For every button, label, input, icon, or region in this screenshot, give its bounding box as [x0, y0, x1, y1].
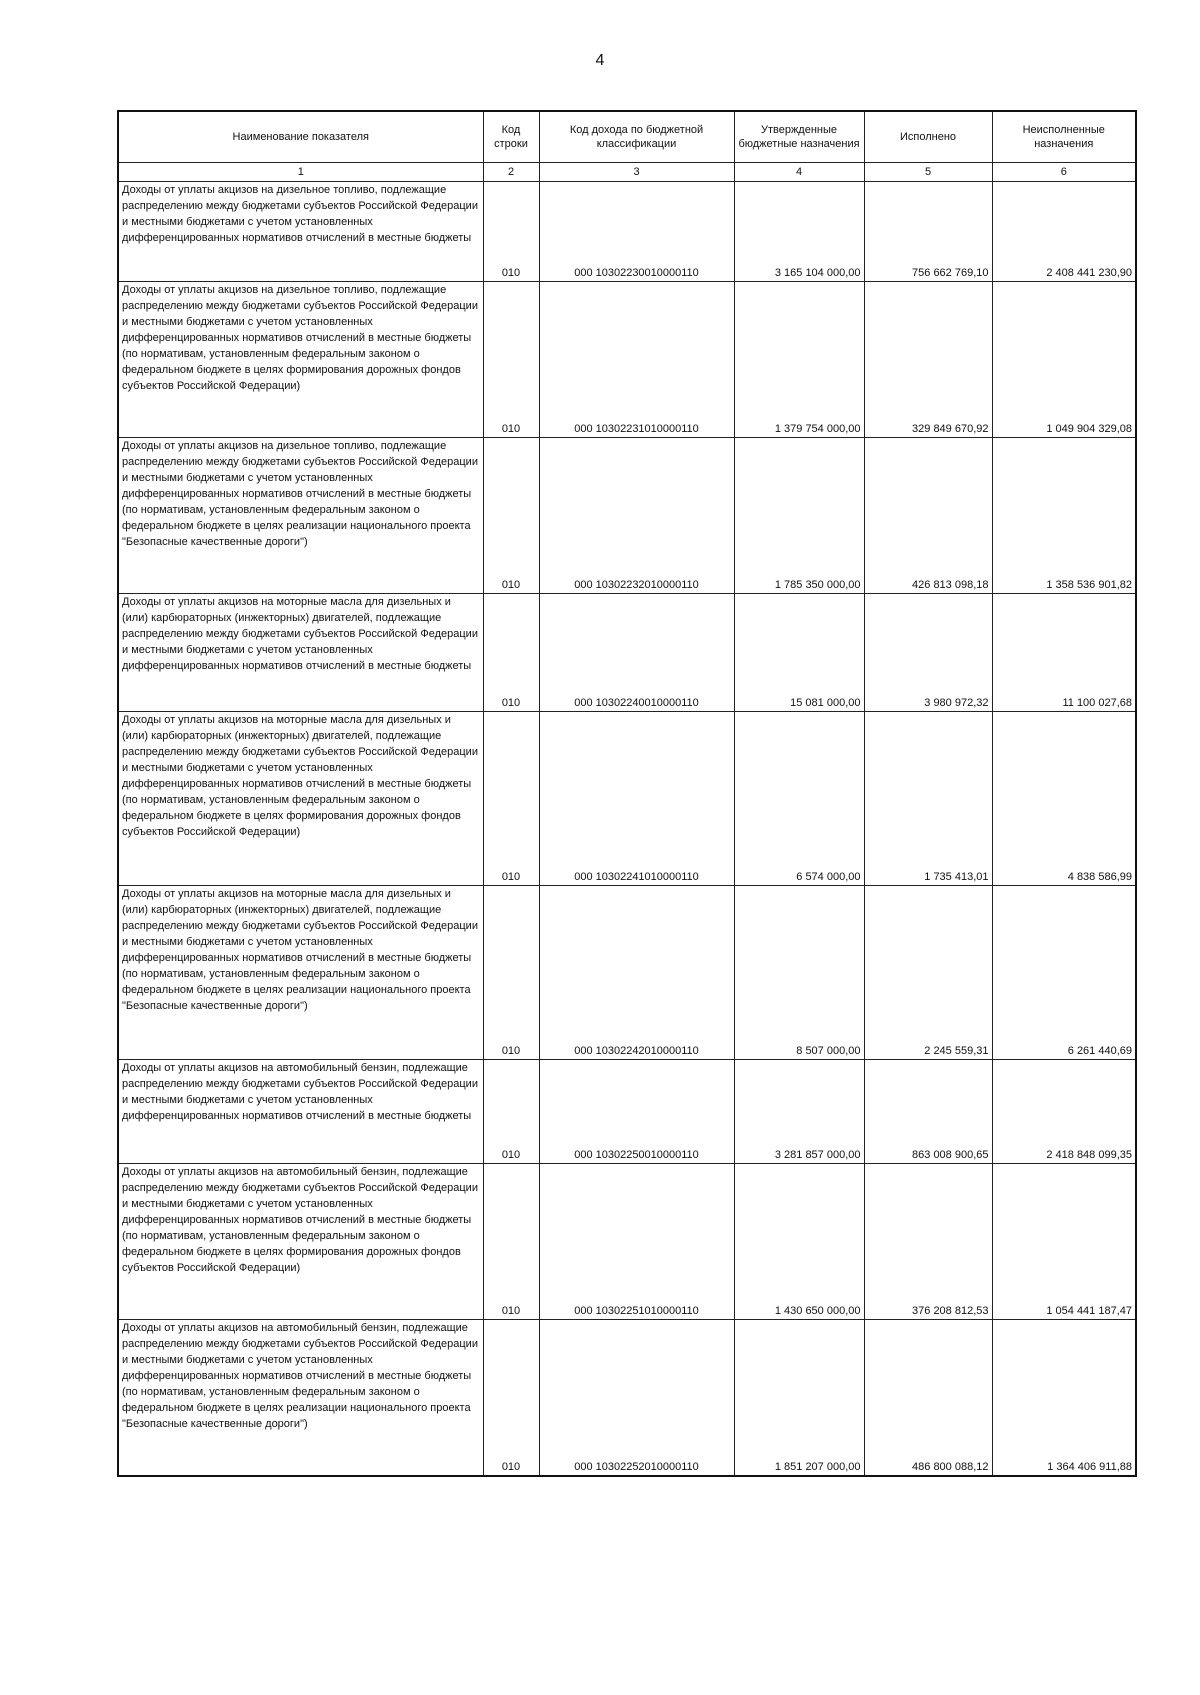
executed-amount: 3 980 972,32 [864, 594, 992, 712]
header-executed: Исполнено [864, 111, 992, 163]
page-number: 4 [595, 52, 605, 69]
line-code: 010 [483, 1164, 539, 1320]
approved-amount: 6 574 000,00 [734, 712, 864, 886]
approved-amount: 3 281 857 000,00 [734, 1060, 864, 1164]
column-number: 2 [483, 163, 539, 182]
unexecuted-amount: 2 418 848 099,35 [992, 1060, 1136, 1164]
unexecuted-amount: 4 838 586,99 [992, 712, 1136, 886]
line-code: 010 [483, 886, 539, 1060]
indicator-name: Доходы от уплаты акцизов на автомобильный бензин, подлежащие распределению между бюджетами субъектов Российской Федерации и местными бюджетами с учетом установленных дифференцированных нормативов отчислений в местные бюджеты (по нормативам, установленным федеральным законом о федеральном бюджете в целях формирования дорожных фондов субъектов Российской Федерации) [118, 1164, 483, 1320]
column-number-row [118, 163, 1136, 182]
unexecuted-amount: 11 100 027,68 [992, 594, 1136, 712]
column-number: 5 [864, 163, 992, 182]
line-code: 010 [483, 1060, 539, 1164]
executed-amount: 426 813 098,18 [864, 438, 992, 594]
header-income-code: Код дохода по бюджетной классификации [539, 111, 734, 163]
executed-amount: 329 849 670,92 [864, 282, 992, 438]
line-code: 010 [483, 282, 539, 438]
indicator-name: Доходы от уплаты акцизов на автомобильный бензин, подлежащие распределению между бюджетами субъектов Российской Федерации и местными бюджетами с учетом установленных дифференцированных нормативов отчислений в местные бюджеты (по нормативам, установленным федеральным законом о федеральном бюджете в целях реализации национального проекта "Безопасные качественные дороги") [118, 1320, 483, 1476]
income-code: 000 10302242010000110 [539, 886, 734, 1060]
table-row [118, 1320, 1136, 1476]
line-code: 010 [483, 182, 539, 282]
column-number: 1 [118, 163, 483, 182]
header-approved: Утвержденные бюджетные назначения [734, 111, 864, 163]
approved-amount: 3 165 104 000,00 [734, 182, 864, 282]
approved-amount: 1 785 350 000,00 [734, 438, 864, 594]
executed-amount: 2 245 559,31 [864, 886, 992, 1060]
line-code: 010 [483, 1320, 539, 1476]
column-number: 3 [539, 163, 734, 182]
table-row [118, 1164, 1136, 1320]
indicator-name: Доходы от уплаты акцизов на дизельное топливо, подлежащие распределению между бюджетами субъектов Российской Федерации и местными бюджетами с учетом установленных дифференцированных нормативов отчислений в местные бюджеты (по нормативам, установленным федеральным законом о федеральном бюджете в целях формирования дорожных фондов субъектов Российской Федерации) [118, 282, 483, 438]
header-indicator-name: Наименование показателя [118, 111, 483, 163]
executed-amount: 376 208 812,53 [864, 1164, 992, 1320]
revenue-report-table [117, 110, 1137, 1477]
executed-amount: 863 008 900,65 [864, 1060, 992, 1164]
line-code: 010 [483, 438, 539, 594]
indicator-name: Доходы от уплаты акцизов на автомобильный бензин, подлежащие распределению между бюджетами субъектов Российской Федерации и местными бюджетами с учетом установленных дифференцированных нормативов отчислений в местные бюджеты [118, 1060, 483, 1164]
unexecuted-amount: 1 358 536 901,82 [992, 438, 1136, 594]
unexecuted-amount: 1 364 406 911,88 [992, 1320, 1136, 1476]
table-row [118, 594, 1136, 712]
income-code: 000 10302250010000110 [539, 1060, 734, 1164]
approved-amount: 8 507 000,00 [734, 886, 864, 1060]
indicator-name: Доходы от уплаты акцизов на моторные масла для дизельных и (или) карбюраторных (инжекторных) двигателей, подлежащие распределению между бюджетами субъектов Российской Федерации и местными бюджетами с учетом установленных дифференцированных нормативов отчислений в местные бюджеты (по нормативам, установленным федеральным законом о федеральном бюджете в целях формирования дорожных фондов субъектов Российской Федерации) [118, 712, 483, 886]
indicator-name: Доходы от уплаты акцизов на моторные масла для дизельных и (или) карбюраторных (инжекторных) двигателей, подлежащие распределению между бюджетами субъектов Российской Федерации и местными бюджетами с учетом установленных дифференцированных нормативов отчислений в местные бюджеты (по нормативам, установленным федеральным законом о федеральном бюджете в целях реализации национального проекта "Безопасные качественные дороги") [118, 886, 483, 1060]
table-row [118, 282, 1136, 438]
approved-amount: 1 851 207 000,00 [734, 1320, 864, 1476]
line-code: 010 [483, 594, 539, 712]
unexecuted-amount: 1 049 904 329,08 [992, 282, 1136, 438]
income-code: 000 10302251010000110 [539, 1164, 734, 1320]
indicator-name: Доходы от уплаты акцизов на дизельное топливо, подлежащие распределению между бюджетами субъектов Российской Федерации и местными бюджетами с учетом установленных дифференцированных нормативов отчислений в местные бюджеты (по нормативам, установленным федеральным законом о федеральном бюджете в целях реализации национального проекта "Безопасные качественные дороги") [118, 438, 483, 594]
table-row [118, 712, 1136, 886]
indicator-name: Доходы от уплаты акцизов на моторные масла для дизельных и (или) карбюраторных (инжекторных) двигателей, подлежащие распределению между бюджетами субъектов Российской Федерации и местными бюджетами с учетом установленных дифференцированных нормативов отчислений в местные бюджеты [118, 594, 483, 712]
table-row [118, 1060, 1136, 1164]
header-line-code: Код строки [483, 111, 539, 163]
unexecuted-amount: 6 261 440,69 [992, 886, 1136, 1060]
income-code: 000 10302241010000110 [539, 712, 734, 886]
executed-amount: 756 662 769,10 [864, 182, 992, 282]
approved-amount: 1 430 650 000,00 [734, 1164, 864, 1320]
income-code: 000 10302230010000110 [539, 182, 734, 282]
unexecuted-amount: 1 054 441 187,47 [992, 1164, 1136, 1320]
executed-amount: 486 800 088,12 [864, 1320, 992, 1476]
income-code: 000 10302231010000110 [539, 282, 734, 438]
table-row [118, 182, 1136, 282]
column-number: 4 [734, 163, 864, 182]
table-row [118, 438, 1136, 594]
table-row [118, 886, 1136, 1060]
income-code: 000 10302252010000110 [539, 1320, 734, 1476]
income-code: 000 10302232010000110 [539, 438, 734, 594]
header-row [118, 111, 1136, 163]
approved-amount: 1 379 754 000,00 [734, 282, 864, 438]
column-number: 6 [992, 163, 1136, 182]
line-code: 010 [483, 712, 539, 886]
income-code: 000 10302240010000110 [539, 594, 734, 712]
header-unexecuted: Неисполненные назначения [992, 111, 1136, 163]
unexecuted-amount: 2 408 441 230,90 [992, 182, 1136, 282]
approved-amount: 15 081 000,00 [734, 594, 864, 712]
indicator-name: Доходы от уплаты акцизов на дизельное топливо, подлежащие распределению между бюджетами субъектов Российской Федерации и местными бюджетами с учетом установленных дифференцированных нормативов отчислений в местные бюджеты [118, 182, 483, 282]
executed-amount: 1 735 413,01 [864, 712, 992, 886]
